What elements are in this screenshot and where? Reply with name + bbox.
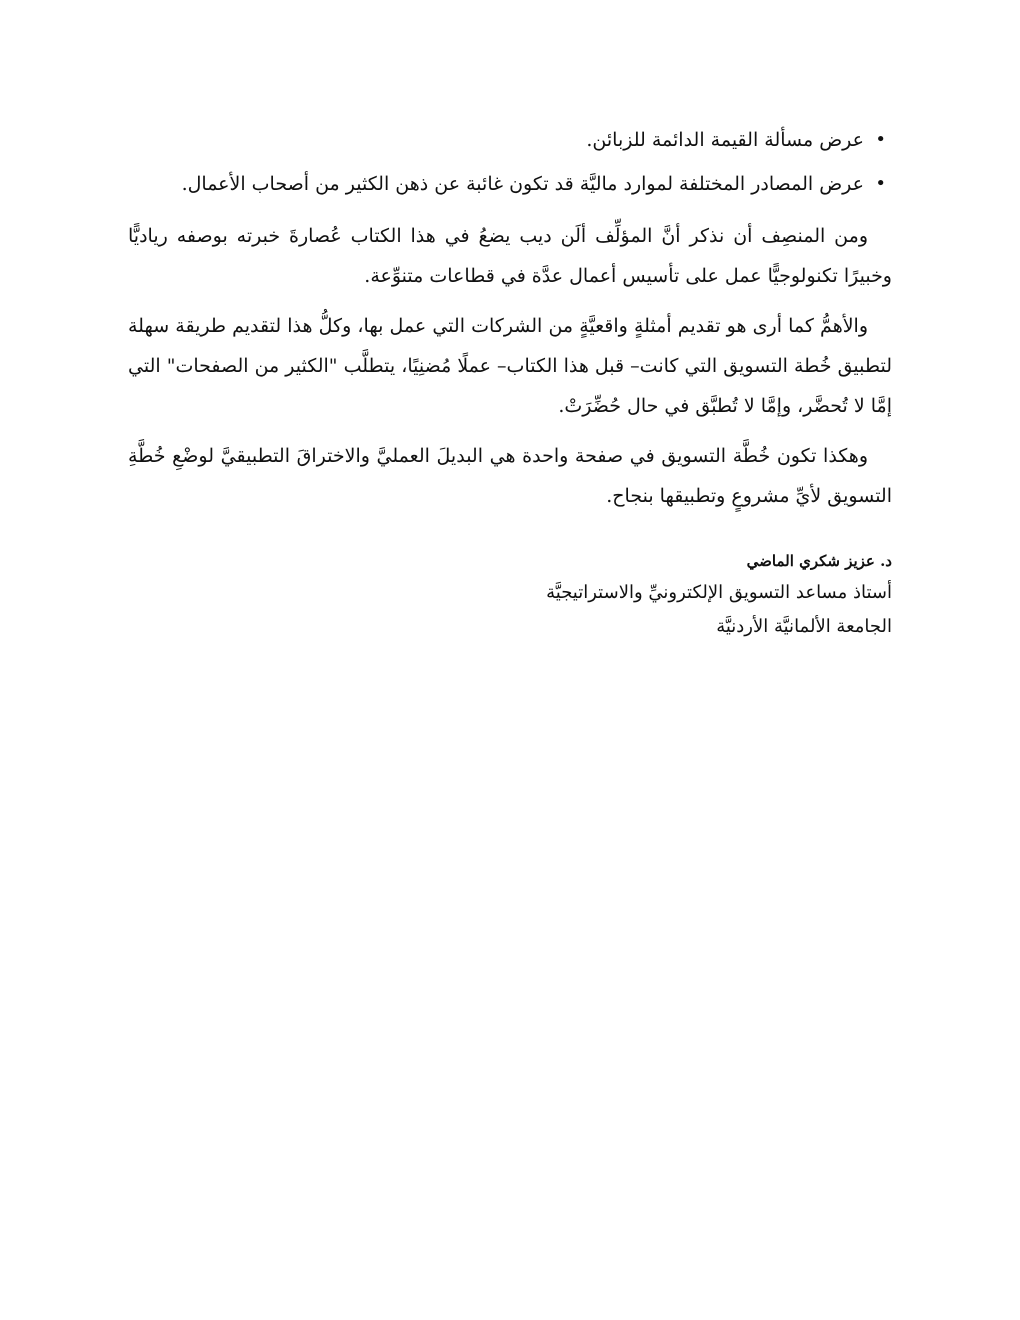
document-page (128, 118, 892, 644)
paragraph-real-examples: والأهمُّ كما أرى هو تقديم أمثلةٍ واقعيَّةٍ من الشركات التي عمل بها، وكلُّ هذا لتقديم طريقة سهلة لتطبيق خُطة التسويق التي كانت– قبل هذا الكتاب– عملًا مُضنِيًا، يتطلَّب "الكثير من الصفحات" التي إمَّا لا تُحضَّر، وإمَّا لا تُطبَّق في حال حُضِّرَتْ. (128, 315, 892, 417)
signature-institution: الجامعة الألمانيَّة الأردنيَّة (716, 616, 892, 637)
bullet-icon: • (875, 129, 886, 150)
signature-block (492, 546, 892, 644)
bullet-icon: • (875, 173, 886, 194)
bullet-item (128, 162, 892, 206)
bullet-text: عرض المصادر المختلفة لموارد ماليَّة قد تكون غائبة عن ذهن الكثير من أصحاب الأعمال. (181, 173, 864, 195)
paragraph-author-experience: ومن المنصِف أن نذكر أنَّ المؤلِّف ألَن ديب يضعُ في هذا الكتاب عُصارةَ خبرته بوصفه رياديًّا وخبيرًا تكنولوجيًّا عمل على تأسيس أعمال عدَّة في قطاعات متنوِّعة. (128, 225, 892, 287)
signature-title: أستاذ مساعد التسويق الإلكترونيِّ والاستراتيجيَّة (546, 582, 892, 603)
signature-name: د. عزيز شكري الماضي (746, 552, 892, 570)
bullet-text: عرض مسألة القيمة الدائمة للزبائن. (586, 129, 864, 151)
bullet-list (128, 118, 892, 206)
bullet-item (128, 118, 892, 162)
paragraph-conclusion: وهكذا تكون خُطَّة التسويق في صفحة واحدة هي البديلَ العمليَّ والاختراقَ التطبيقيَّ لوضْعِ خُطَّةِ التسويق لأيِّ مشروعٍ وتطبيقها بنجاح. (128, 445, 892, 507)
